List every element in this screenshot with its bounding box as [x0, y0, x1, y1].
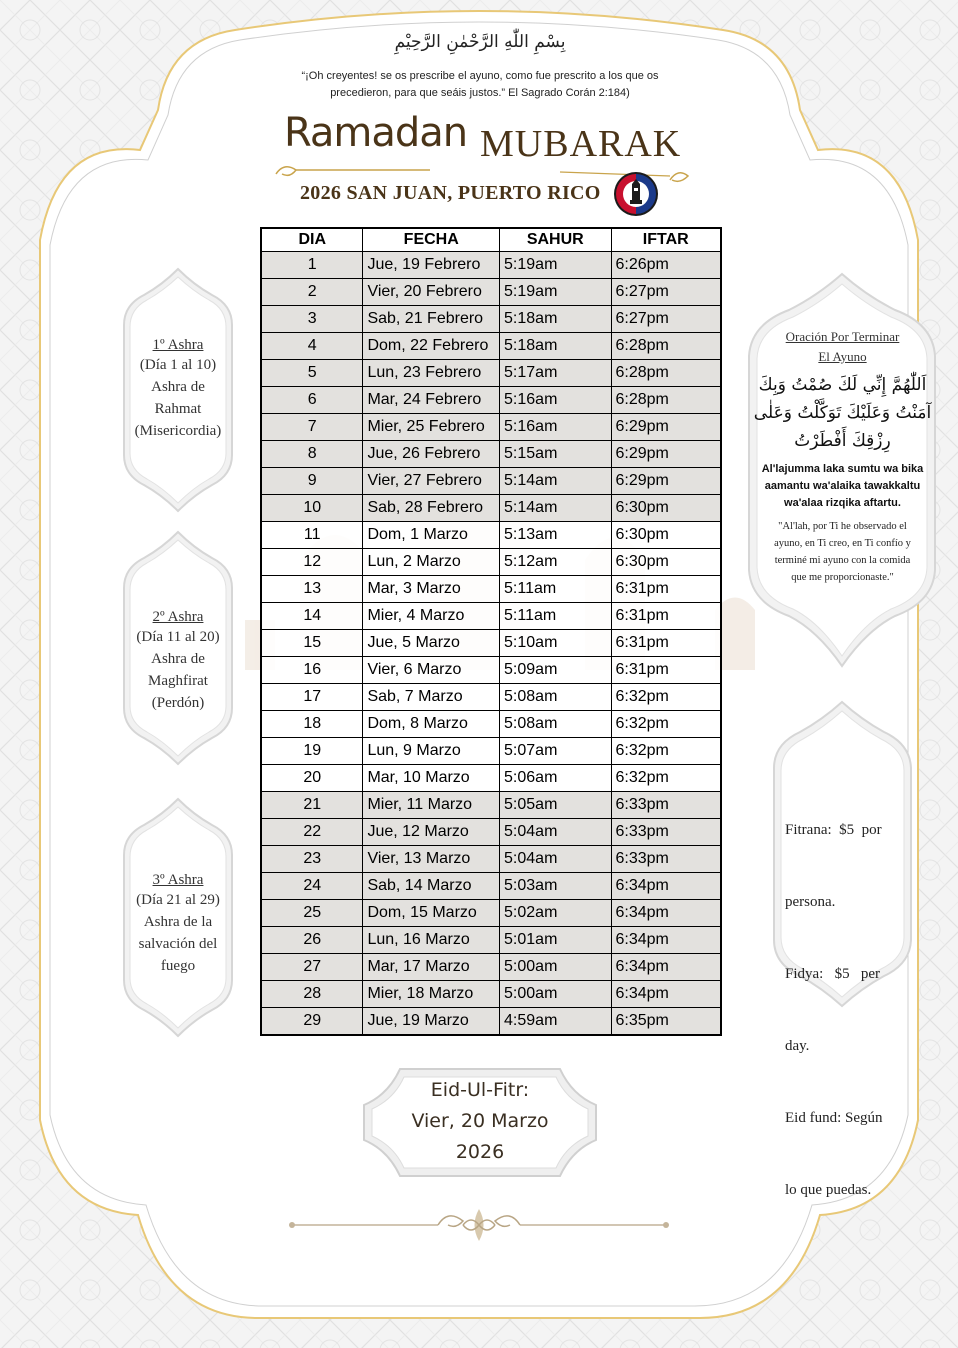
cell-fecha: Dom, 22 Febrero: [363, 333, 500, 360]
cell-dia: 16: [261, 657, 363, 684]
cell-iftar: 6:34pm: [611, 954, 721, 981]
quran-quote: [270, 68, 690, 102]
table-row: [261, 765, 721, 792]
cell-iftar: 6:34pm: [611, 900, 721, 927]
cell-fecha: Dom, 15 Marzo: [363, 900, 500, 927]
ashra-1-line-2: Ashra de: [151, 379, 205, 395]
cell-iftar: 6:31pm: [611, 603, 721, 630]
cell-iftar: 6:29pm: [611, 468, 721, 495]
cell-dia: 22: [261, 819, 363, 846]
ashra-3-box: [114, 795, 242, 1040]
cell-dia: 4: [261, 333, 363, 360]
cell-fecha: Mier, 18 Marzo: [363, 981, 500, 1008]
cell-dia: 28: [261, 981, 363, 1008]
ashra-3-line-1: (Día 21 al 29): [136, 892, 220, 908]
cell-sahur: 5:00am: [500, 981, 611, 1008]
table-row: [261, 684, 721, 711]
cell-sahur: 5:07am: [500, 738, 611, 765]
table-row: [261, 495, 721, 522]
ashra-3-line-2: Ashra de la: [143, 914, 213, 930]
prayer-title-line-1: Oración Por Terminar: [785, 329, 900, 344]
cell-iftar: 6:31pm: [611, 657, 721, 684]
fitrana-info-box: [770, 698, 915, 1198]
cell-dia: 24: [261, 873, 363, 900]
cell-iftar: 6:28pm: [611, 333, 721, 360]
table-row: [261, 441, 721, 468]
ashra-1-line-3: Rahmat: [154, 401, 202, 417]
table-row: [261, 306, 721, 333]
prayer-translit-line-3: wa'alaa rizqika aftartu.: [784, 497, 901, 509]
header-fecha: FECHA: [363, 228, 500, 252]
cell-sahur: 5:00am: [500, 954, 611, 981]
cell-fecha: Vier, 13 Marzo: [363, 846, 500, 873]
prayer-arabic-line-1: اَللّٰهُمَّ إِنِّي لَكَ صُمْتُ وَبِكَ: [758, 375, 927, 395]
prayer-title-line-2: El Ayuno: [818, 349, 867, 364]
cell-fecha: Jue, 19 Marzo: [363, 1008, 500, 1036]
cell-iftar: 6:27pm: [611, 279, 721, 306]
cell-dia: 26: [261, 927, 363, 954]
cell-iftar: 6:32pm: [611, 738, 721, 765]
iftar-prayer-box: [745, 270, 940, 670]
table-row: [261, 1008, 721, 1036]
cell-dia: 7: [261, 414, 363, 441]
cell-dia: 27: [261, 954, 363, 981]
cell-fecha: Sab, 14 Marzo: [363, 873, 500, 900]
ashra-1-line-1: (Día 1 al 10): [139, 357, 217, 373]
cell-fecha: Mar, 24 Febrero: [363, 387, 500, 414]
cell-sahur: 5:14am: [500, 495, 611, 522]
cell-sahur: 5:16am: [500, 414, 611, 441]
cell-fecha: Jue, 12 Marzo: [363, 819, 500, 846]
table-row: [261, 549, 721, 576]
table-row: [261, 252, 721, 279]
cell-sahur: 5:11am: [500, 576, 611, 603]
cell-fecha: Jue, 5 Marzo: [363, 630, 500, 657]
cell-iftar: 6:31pm: [611, 630, 721, 657]
cell-sahur: 5:01am: [500, 927, 611, 954]
cell-fecha: Mier, 11 Marzo: [363, 792, 500, 819]
cell-sahur: 5:04am: [500, 819, 611, 846]
cell-sahur: 5:09am: [500, 657, 611, 684]
bottom-ornament: [288, 1205, 670, 1245]
cell-dia: 11: [261, 522, 363, 549]
cell-iftar: 6:34pm: [611, 981, 721, 1008]
cell-fecha: Jue, 26 Febrero: [363, 441, 500, 468]
ashra-2-title: 2º Ashra: [152, 609, 204, 625]
cell-iftar: 6:30pm: [611, 549, 721, 576]
cell-iftar: 6:33pm: [611, 846, 721, 873]
cell-dia: 1: [261, 252, 363, 279]
prayer-translation-line-3: terminé mi ayuno con la comida: [774, 555, 911, 566]
cell-dia: 6: [261, 387, 363, 414]
cell-dia: 19: [261, 738, 363, 765]
table-row: [261, 414, 721, 441]
prayer-arabic-line-2: آمَنْتُ وَعَلَيْكَ تَوَكَّلْتُ وَعَلٰى: [753, 403, 932, 423]
cell-sahur: 4:59am: [500, 1008, 611, 1036]
cell-dia: 17: [261, 684, 363, 711]
cell-dia: 29: [261, 1008, 363, 1036]
ashra-1-title: 1º Ashra: [152, 337, 204, 353]
cell-iftar: 6:33pm: [611, 792, 721, 819]
cell-sahur: 5:19am: [500, 252, 611, 279]
cell-sahur: 5:04am: [500, 846, 611, 873]
eid-line-1: Eid-Ul-Fitr:: [430, 1079, 530, 1101]
cell-fecha: Mier, 25 Febrero: [363, 414, 500, 441]
ashra-3-line-3: salvación del: [138, 936, 218, 952]
bismillah-calligraphy: بِسْمِ اللّٰهِ الرَّحْمٰنِ الرَّحِيْمِ: [394, 32, 566, 52]
cell-sahur: 5:19am: [500, 279, 611, 306]
cell-sahur: 5:18am: [500, 306, 611, 333]
table-row: [261, 387, 721, 414]
fitrana-line-3: Fidya: $5 per: [785, 966, 880, 982]
cell-sahur: 5:15am: [500, 441, 611, 468]
ashra-2-line-4: (Perdón): [151, 695, 205, 711]
prayer-translation-line-1: "Al'lah, por Ti he observado el: [778, 521, 907, 532]
cell-dia: 21: [261, 792, 363, 819]
cell-dia: 23: [261, 846, 363, 873]
cell-fecha: Vier, 6 Marzo: [363, 657, 500, 684]
cell-fecha: Sab, 7 Marzo: [363, 684, 500, 711]
cell-sahur: 5:11am: [500, 603, 611, 630]
table-row: [261, 846, 721, 873]
table-row: [261, 333, 721, 360]
cell-dia: 14: [261, 603, 363, 630]
ashra-1-box: [114, 265, 242, 515]
header-sahur: SAHUR: [500, 228, 611, 252]
fitrana-line-2: persona.: [785, 894, 836, 910]
cell-sahur: 5:12am: [500, 549, 611, 576]
cell-dia: 9: [261, 468, 363, 495]
cell-fecha: Vier, 20 Febrero: [363, 279, 500, 306]
prayer-translit-line-2: aamantu wa'alaika tawakkaltu: [764, 480, 921, 492]
table-row: [261, 360, 721, 387]
title-mubarak: MUBARAK: [480, 123, 682, 165]
cell-iftar: 6:28pm: [611, 360, 721, 387]
cell-dia: 15: [261, 630, 363, 657]
table-row: [261, 522, 721, 549]
ashra-3-title: 3º Ashra: [152, 872, 204, 888]
cell-sahur: 5:06am: [500, 765, 611, 792]
ashra-1-line-4: (Misericordia): [134, 423, 222, 439]
ashra-2-line-2: Ashra de: [151, 651, 205, 667]
cell-dia: 25: [261, 900, 363, 927]
cell-iftar: 6:32pm: [611, 684, 721, 711]
cell-sahur: 5:16am: [500, 387, 611, 414]
cell-dia: 8: [261, 441, 363, 468]
table-row: [261, 576, 721, 603]
fitrana-line-1: Fitrana: $5 por: [785, 822, 882, 838]
table-body: [261, 252, 721, 1036]
cell-fecha: Dom, 8 Marzo: [363, 711, 500, 738]
title-ramadan: Ramadan: [284, 110, 468, 156]
cell-sahur: 5:03am: [500, 873, 611, 900]
cell-fecha: Lun, 23 Febrero: [363, 360, 500, 387]
prayer-translation-line-2: ayuno, en Ti creo, en Ti confío y: [774, 538, 911, 549]
location-subtitle: 2026 SAN JUAN, PUERTO RICO: [300, 182, 601, 204]
ashra-3-line-4: fuego: [160, 958, 196, 974]
cell-fecha: Lun, 9 Marzo: [363, 738, 500, 765]
cell-dia: 18: [261, 711, 363, 738]
table-row: [261, 981, 721, 1008]
eid-line-3: 2026: [455, 1141, 505, 1163]
table-row: [261, 954, 721, 981]
table-row: [261, 630, 721, 657]
cell-sahur: 5:08am: [500, 711, 611, 738]
table-row: [261, 819, 721, 846]
cell-fecha: Vier, 27 Febrero: [363, 468, 500, 495]
prayer-arabic-line-3: رِزْقِكَ أَفْطَرْتُ: [794, 431, 891, 451]
ramadan-schedule-table: [260, 227, 722, 1036]
cell-fecha: Dom, 1 Marzo: [363, 522, 500, 549]
ashra-2-box: [114, 528, 242, 768]
cell-sahur: 5:17am: [500, 360, 611, 387]
cell-sahur: 5:10am: [500, 630, 611, 657]
cell-iftar: 6:34pm: [611, 927, 721, 954]
cell-iftar: 6:34pm: [611, 873, 721, 900]
cell-iftar: 6:32pm: [611, 765, 721, 792]
table-row: [261, 873, 721, 900]
cell-dia: 3: [261, 306, 363, 333]
table-row: [261, 603, 721, 630]
fitrana-line-6: lo que puedas.: [785, 1182, 872, 1198]
ashra-2-line-3: Maghfirat: [148, 673, 208, 689]
table-row: [261, 900, 721, 927]
fitrana-line-5: Eid fund: Según: [785, 1110, 883, 1126]
header-iftar: IFTAR: [611, 228, 721, 252]
cell-iftar: 6:33pm: [611, 819, 721, 846]
quote-line-1: “¡Oh creyentes! se os prescribe el ayuno, como fue prescrito a los que os: [301, 70, 659, 82]
cell-dia: 10: [261, 495, 363, 522]
cell-iftar: 6:31pm: [611, 576, 721, 603]
cell-sahur: 5:05am: [500, 792, 611, 819]
fitrana-line-4: day.: [785, 1038, 810, 1054]
cell-fecha: Mar, 3 Marzo: [363, 576, 500, 603]
cell-sahur: 5:08am: [500, 684, 611, 711]
table-row: [261, 657, 721, 684]
cell-iftar: 6:32pm: [611, 711, 721, 738]
cell-fecha: Sab, 28 Febrero: [363, 495, 500, 522]
cell-iftar: 6:30pm: [611, 522, 721, 549]
cell-fecha: Sab, 21 Febrero: [363, 306, 500, 333]
cell-dia: 5: [261, 360, 363, 387]
cell-sahur: 5:13am: [500, 522, 611, 549]
ashra-2-line-1: (Día 11 al 20): [136, 629, 220, 645]
cell-fecha: Jue, 19 Febrero: [363, 252, 500, 279]
community-logo-icon: [612, 170, 660, 218]
eid-line-2: Vier, 20 Marzo: [411, 1110, 549, 1132]
cell-iftar: 6:29pm: [611, 441, 721, 468]
cell-iftar: 6:28pm: [611, 387, 721, 414]
cell-sahur: 5:18am: [500, 333, 611, 360]
cell-fecha: Lun, 2 Marzo: [363, 549, 500, 576]
cell-fecha: Mier, 4 Marzo: [363, 603, 500, 630]
cell-iftar: 6:27pm: [611, 306, 721, 333]
table-row: [261, 927, 721, 954]
header-dia: DIA: [261, 228, 363, 252]
cell-iftar: 6:29pm: [611, 414, 721, 441]
cell-dia: 2: [261, 279, 363, 306]
cell-fecha: Mar, 10 Marzo: [363, 765, 500, 792]
cell-iftar: 6:35pm: [611, 1008, 721, 1036]
eid-ul-fitr-box: [360, 1065, 600, 1180]
cell-dia: 12: [261, 549, 363, 576]
cell-dia: 20: [261, 765, 363, 792]
prayer-translit-line-1: Al'lajumma laka sumtu wa bika: [761, 463, 924, 475]
table-header-row: [261, 228, 721, 252]
prayer-translation-line-4: que me proporcionaste.": [791, 572, 894, 583]
cell-sahur: 5:14am: [500, 468, 611, 495]
table-row: [261, 738, 721, 765]
quote-line-2: precedieron, para que seáis justos.” El Sagrado Corán 2:184): [330, 87, 630, 99]
table-row: [261, 279, 721, 306]
table-row: [261, 711, 721, 738]
table-row: [261, 792, 721, 819]
cell-sahur: 5:02am: [500, 900, 611, 927]
cell-fecha: Mar, 17 Marzo: [363, 954, 500, 981]
cell-dia: 13: [261, 576, 363, 603]
cell-iftar: 6:30pm: [611, 495, 721, 522]
cell-iftar: 6:26pm: [611, 252, 721, 279]
table-row: [261, 468, 721, 495]
cell-fecha: Lun, 16 Marzo: [363, 927, 500, 954]
